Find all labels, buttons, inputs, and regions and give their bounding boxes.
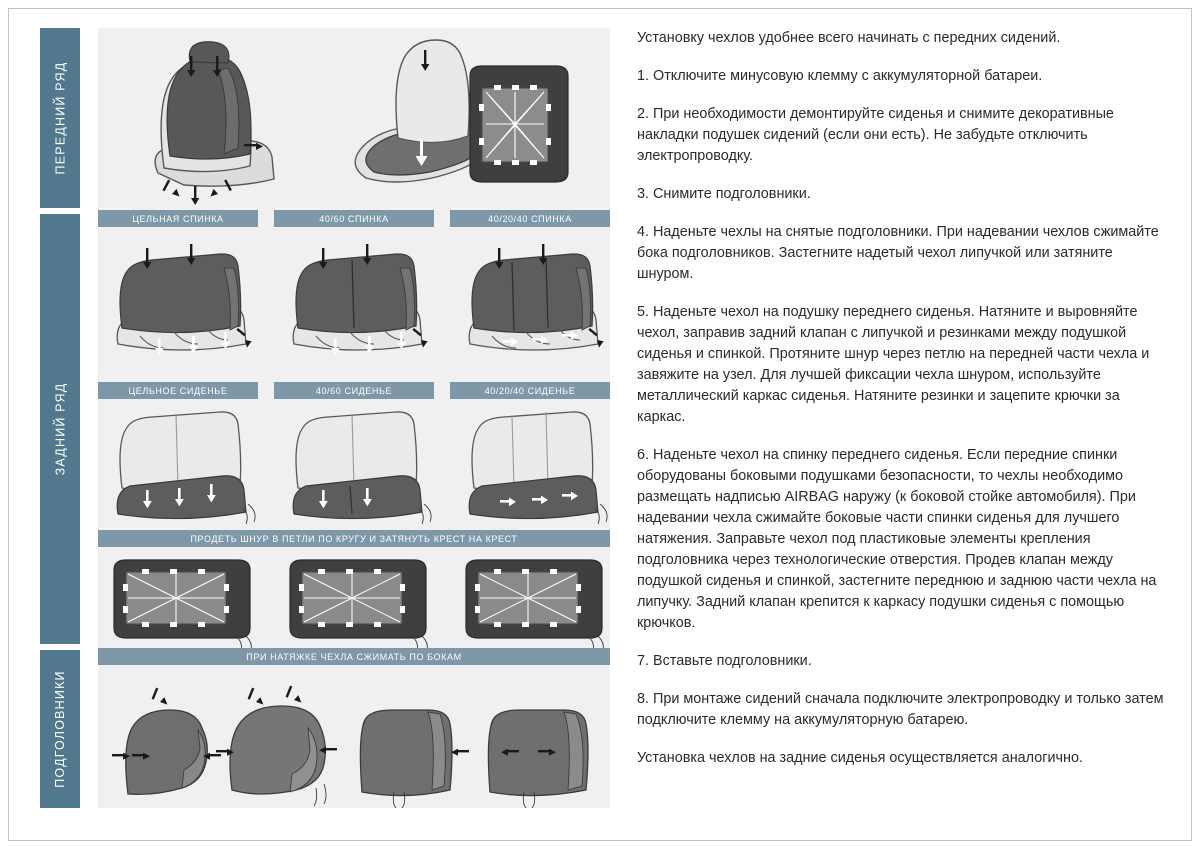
- cord-mesh-3: [466, 560, 603, 654]
- instruction-step-7: 7. Вставьте подголовники.: [637, 653, 812, 669]
- instruction-step-5: 5. Наденьте чехол на подушку переднего сиденья. Натяните и выровняйте чехол, заправив задний клапан с липучкой и резинками между подушкой сиденья и спинкой. Протяните шнур через петлю на передней части чехла и завяжите на узел. Для лучшей фиксации чехла шнуром, используйте металлический каркас сиденья. Натяните резинки и зацепите крючки за каркас.: [637, 304, 1150, 425]
- rear-cushion-40-20-40: [469, 412, 607, 524]
- section-tab-headrests-label: ПОДГОЛОВНИКИ: [53, 670, 67, 788]
- section-tab-front-row: [40, 28, 80, 208]
- cord-mesh-1: [114, 560, 251, 654]
- front-seat-diagrams: [98, 28, 610, 208]
- instruction-step-4: 4. Наденьте чехлы на снятые подголовники. При надевании чехлов сжимайте бока подголовников. Застегните надетый чехол липучкой или затяните шнуром.: [637, 224, 1159, 282]
- cord-mesh-2: [290, 560, 427, 654]
- instruction-step-2: 2. При необходимости демонтируйте сиденья и снимите декоративные накладки подушек сидений (если они есть). Не забудьте отключить электропроводку.: [637, 106, 1114, 164]
- illustration-panel: [98, 28, 610, 808]
- caption-cord-instruction: ПРОДЕТЬ ШНУР В ПЕТЛИ ПО КРУГУ И ЗАТЯНУТЬ КРЕСТ НА КРЕСТ: [98, 530, 610, 547]
- instruction-step-1: 1. Отключите минусовую клемму с аккумуляторной батареи.: [637, 68, 1043, 84]
- rear-backrest-40-60: [293, 244, 427, 355]
- cord-mesh-diagrams: [98, 552, 610, 657]
- headrest-4: [488, 710, 588, 808]
- section-tab-headrests: [40, 650, 80, 808]
- headrest-2: [216, 686, 337, 806]
- headrest-1: [112, 688, 221, 795]
- instruction-step-6: 6. Наденьте чехол на спинку переднего сиденья. Если передние спинки оборудованы боковыми подушками безопасности, то чехлы необходимо размещать надписью AIRBAG наружу (к боковой стойке автомобиля). При надевании чехла сжимайте боковые части спинки сиденья для лучшего натяжения. Заправьте чехол под пластиковые элементы крепления подголовника через технологические отверстия. Продев клапан между подушкой сиденья и спинкой, застегните переднюю и заднюю части чехла на липучку. Задний клапан крепится к каркасу подушки сиденья с помощью крючков.: [637, 447, 1157, 631]
- rear-backrest-40-20-40: [469, 244, 603, 350]
- rear-backrest-solid: [117, 244, 251, 355]
- cord-lacing-illustration: [470, 66, 568, 182]
- section-tab-front-row-label: ПЕРЕДНИЙ РЯД: [53, 61, 68, 175]
- rear-cushion-40-60: [293, 412, 431, 524]
- section-tab-rear-row-label: ЗАДНИЙ РЯД: [53, 382, 68, 476]
- caption-back-type-1: ЦЕЛЬНАЯ СПИНКА: [98, 210, 258, 227]
- rear-cushion-solid: [117, 412, 255, 524]
- headrest-3: [360, 710, 469, 808]
- illustrations-column: [40, 28, 610, 808]
- caption-headrest-instruction: ПРИ НАТЯЖКЕ ЧЕХЛА СЖИМАТЬ ПО БОКАМ: [98, 648, 610, 665]
- instruction-intro: Установку чехлов удобнее всего начинать с передних сидений.: [637, 30, 1061, 46]
- instructions-column: [637, 28, 1172, 769]
- rear-cushion-diagrams: [98, 404, 610, 534]
- caption-seat-type-3: 40/20/40 СИДЕНЬЕ: [450, 382, 610, 399]
- rear-backrest-diagrams: [98, 232, 610, 382]
- front-backrest-illustration: [155, 42, 274, 205]
- caption-seat-type-1: ЦЕЛЬНОЕ СИДЕНЬЕ: [98, 382, 258, 399]
- caption-back-type-2: 40/60 СПИНКА: [274, 210, 434, 227]
- section-tabs: [40, 28, 90, 808]
- instruction-step-8: 8. При монтаже сидений сначала подключите электропроводку и только затем подключите клемму на аккумуляторную батарею.: [637, 691, 1164, 728]
- instruction-outro: Установка чехлов на задние сиденья осуществляется аналогично.: [637, 750, 1083, 766]
- caption-back-type-3: 40/20/40 СПИНКА: [450, 210, 610, 227]
- caption-seat-type-2: 40/60 СИДЕНЬЕ: [274, 382, 434, 399]
- headrest-diagrams: [98, 670, 610, 810]
- instruction-step-3: 3. Снимите подголовники.: [637, 186, 811, 202]
- section-tab-rear-row: [40, 214, 80, 644]
